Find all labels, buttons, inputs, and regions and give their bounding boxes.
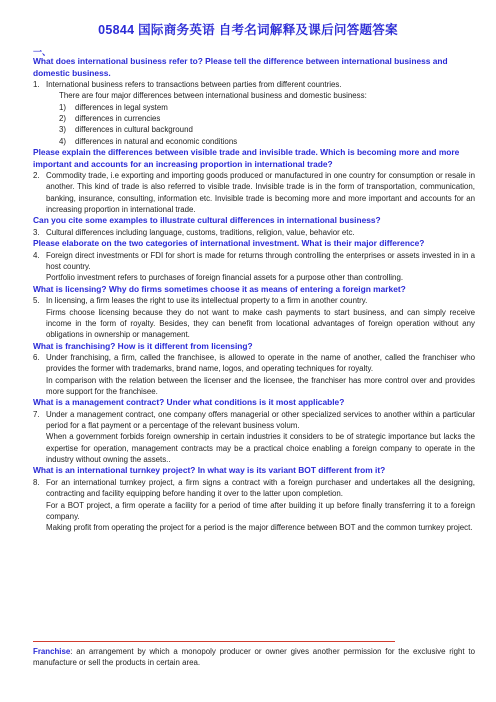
answer-text: Under franchising, a firm, called the franchisee, is allowed to operate in the name of another, called the franchiser who provides the former with trademarks, brand name, logos, and operating techniques for royalty. [46, 353, 475, 374]
question-1: What does international business refer to? Please tell the difference between international business and domestic business. [33, 56, 448, 78]
answer-5-extra: Firms choose licensing because they do not want to make cash payments to start business, and can simply receive income in the form of royalty. Besides, they can benefit from locational advantages of foreign operation without any obligations in ownership or management. [46, 307, 475, 340]
answer-3 [33, 227, 475, 238]
question-3: Can you cite some examples to illustrate cultural differences in international business? [33, 215, 381, 226]
answer-text: Under a management contract, one company offers managerial or other specialized services to another within a particular period for a flat payment or a percentage of the relevant business volum. [46, 409, 475, 431]
answer-5 [33, 295, 475, 306]
definition-text: : an arrangement by which a monopoly producer or owner gives another permission for the exclusive right to manufacture or sell the products in certain area. [33, 647, 475, 668]
answer-4 [33, 250, 475, 273]
list-item-number: 2) [59, 114, 67, 124]
answer-number: 4. [33, 250, 40, 260]
answer-2 [33, 170, 475, 215]
list-item-number: 4) [59, 136, 67, 146]
answer-number: 7. [33, 409, 40, 419]
answer-4-extra: Portfolio investment refers to purchases of foreign financial assets for a purpose other than controlling. [46, 273, 404, 283]
footnote-definition [33, 646, 475, 669]
answer-text: Foreign direct investments or FDI for short is made for returns through controlling the enterprises or assets invested in in a host country. [46, 250, 475, 272]
definition-term: Franchise [33, 647, 71, 656]
question-7: What is a management contract? Under what conditions is it most applicable? [33, 397, 345, 408]
answer-6-extra: In comparison with the relation between the licenser and the licensee, the franchiser has more control over and provides more support for the franchisee. [46, 375, 475, 396]
answer-number: 1. [33, 80, 40, 90]
list-item-text: differences in legal system [75, 102, 168, 112]
answer-7 [33, 409, 475, 432]
answer-text: Commodity trade, i.e exporting and importing goods produced or manufactured in one country for consumption or resale in another. This kind of trade is also referred to visible trade. Invisible trade is in the form of transportation, communication, banking, insurance, consulting, information etc. Invisible trade is becoming more and more important and accounts for an increasing proportion in international trade. [46, 171, 475, 215]
qa-content [33, 56, 475, 533]
answer-number: 2. [33, 171, 40, 181]
answer-8-extra: For a BOT project, a firm operate a facility for a period of time after building it up before finally transferring it to a foreign company. [46, 500, 475, 521]
answer-number: 5. [33, 296, 40, 306]
list-item-text: differences in natural and economic conditions [75, 136, 238, 146]
list-item-number: 1) [59, 102, 67, 112]
answer-1 [33, 79, 475, 90]
list-item [33, 124, 475, 135]
answer-6 [33, 352, 475, 375]
answer-1-intro: There are four major differences between international business and domestic business: [59, 91, 367, 101]
question-5: What is licensing? Why do firms sometimes choose it as means of entering a foreign market? [33, 283, 406, 294]
list-item-number: 3) [59, 125, 67, 135]
question-2: Please explain the differences between visible trade and invisible trade. Which is becoming more and more important and accounts for an increasing proportion in international trade? [33, 146, 460, 169]
list-item-text: differences in currencies [75, 114, 161, 124]
answer-text: In licensing, a firm leases the right to use its intellectual property to a firm in another country. [46, 296, 368, 306]
answer-8-extra-2: Making profit from operating the project for a period is the major difference between BOT and the common turnkey project. [46, 523, 473, 533]
question-4: Please elaborate on the two categories of international investment. What is their major difference? [33, 238, 425, 249]
question-8: What is an international turnkey project? In what way is its variant BOT different from it? [33, 465, 386, 476]
answer-text: Cultural differences including language, customs, traditions, religion, value, behavior etc. [46, 227, 355, 237]
list-item [33, 102, 475, 113]
answer-number: 6. [33, 353, 40, 363]
answer-number: 3. [33, 227, 40, 237]
section-marker: 一、 [33, 47, 52, 57]
list-item-text: differences in cultural background [75, 125, 193, 135]
answer-number: 8. [33, 477, 40, 487]
answer-text: International business refers to transactions between parties from different countries. [46, 80, 342, 90]
answer-text: For an international turnkey project, a firm signs a contract with a foreign purchaser and undertakes all the designing, contracting and facility equipping before handing it over to the latter upon completion. [46, 477, 475, 499]
answer-8 [33, 477, 475, 500]
list-item [33, 136, 475, 147]
list-item [33, 113, 475, 124]
answer-7-extra: When a government forbids foreign ownership in certain industries it considers to be of strategic importance but lacks the expertise for operation, management contracts may be a practical choice enabling a foreign company to operate in the industry without owning the assets.. [46, 432, 475, 465]
footnote-divider [33, 641, 395, 642]
question-6: What is franchising? How is it different from licensing? [33, 340, 253, 351]
page-title: 05844 国际商务英语 自考名词解释及课后问答题答案 [98, 23, 398, 37]
